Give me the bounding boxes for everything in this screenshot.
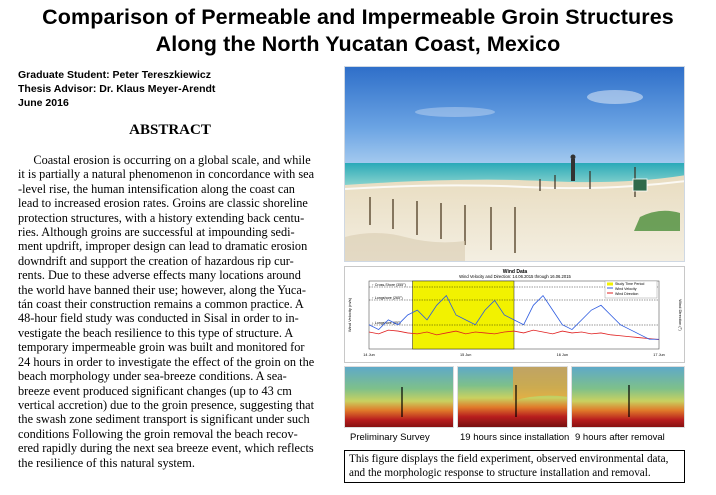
chart-legend xyxy=(605,281,657,298)
chart-title: Wind Data xyxy=(502,269,528,275)
chart-subtitle: Wind Velocity and Direction: 14.06.2015 through 16.06.2015 xyxy=(459,274,571,279)
title-line-1: Comparison of Permeable and Impermeable Groin Structures xyxy=(42,5,674,29)
profile-label-removal: 9 hours after removal xyxy=(575,432,665,443)
profile-heatmap-2 xyxy=(458,367,568,428)
profile-heatmap-1 xyxy=(345,367,454,428)
publication-date: June 2016 xyxy=(18,97,69,109)
reference-line-label: ↑ Cross-Shore (355°) xyxy=(372,283,406,287)
y-axis-label-left: Wind Velocity (m/s) xyxy=(347,297,352,333)
legend-label: Study Time Period xyxy=(615,282,645,286)
legend-swatch xyxy=(607,288,613,289)
abstract-line: downdrift and support the creation of hazardous rip cur- xyxy=(18,253,294,268)
abstract-line: rents. Due to these adverse effects many locations around xyxy=(18,268,301,283)
abstract-line: conditions Following the groin removal the beach recov- xyxy=(18,426,298,441)
x-axis-ticks xyxy=(363,353,664,357)
graduate-student: Graduate Student: Peter Tereszkiewicz xyxy=(18,69,211,81)
legend-label: Wind Direction xyxy=(615,292,639,296)
abstract-line: 24 hours in order to investigate the effect of the groin on the xyxy=(18,354,315,369)
abstract-line: the swash zone sediment transport is significant under such xyxy=(18,412,310,427)
profile-label-preliminary: Preliminary Survey xyxy=(350,432,430,443)
beach-photo xyxy=(344,66,685,262)
beach-photo-drawing xyxy=(345,67,685,262)
abstract-line: Coastal erosion is occurring on a global scale, and while xyxy=(18,153,311,167)
study-time-period-band xyxy=(413,281,515,349)
reference-line-label: ↓ Longshore (85°) xyxy=(372,321,401,325)
abstract-line: vertical accretion) due to the groin presence, suggesting that xyxy=(18,397,315,412)
abstract-line: temporary impermeable groin was built and monitored for xyxy=(18,340,305,355)
x-tick-label: 17 Jun xyxy=(653,353,665,357)
abstract-line: tán coast their construction remains a common practice. A xyxy=(18,297,304,312)
reference-line-label: ↑ Longshore (265°) xyxy=(372,296,403,300)
abstract-line: protection structures, with a history extending back centu- xyxy=(18,210,305,225)
profile-9-hours-removal xyxy=(571,366,685,428)
abstract-line: it is partially a natural phenomenon in concordance with sea xyxy=(18,167,315,182)
title-line-2: Along the North Yucatan Coast, Mexico xyxy=(155,32,561,56)
x-tick-label: 15 Jun xyxy=(459,353,472,357)
profile-label-installation: 19 hours since installation xyxy=(460,432,570,443)
profile-heatmap-3 xyxy=(572,367,685,428)
poster-title xyxy=(0,4,716,58)
abstract-line: ment updrift, improper design can lead to dramatic erosion xyxy=(18,239,308,254)
abstract-line: beach morphology under sea-breeze conditions. A sea- xyxy=(18,369,287,384)
abstract-line: breeze event produced significant changes (up to 43 cm xyxy=(18,383,292,398)
thesis-advisor: Thesis Advisor: Dr. Klaus Meyer-Arendt xyxy=(18,83,216,95)
x-tick-label: 14 Jun xyxy=(363,353,375,357)
y-axis-label-right: Wind Direction (°) xyxy=(678,299,683,331)
profile-preliminary-survey xyxy=(344,366,454,428)
figure-caption: This figure displays the field experiment, observed environmental data, and the morphologic response to structure installation and removal. xyxy=(344,450,685,483)
author-info xyxy=(18,68,338,110)
abstract-line: ries. Although groins are successful at impounding sedi- xyxy=(18,225,295,240)
abstract-line: ered rapidly during the next sea breeze event, which reflects xyxy=(18,441,314,456)
legend-swatch xyxy=(607,283,613,286)
legend-swatch xyxy=(607,293,613,294)
profile-19-hours-installation xyxy=(457,366,568,428)
legend-label: Wind Velocity xyxy=(615,287,637,291)
wind-chart xyxy=(344,266,685,363)
abstract-line: the resilience of this natural system. xyxy=(18,455,195,470)
x-tick-label: 16 Jun xyxy=(556,353,569,357)
abstract-body xyxy=(18,153,340,470)
wind-chart-svg xyxy=(345,267,684,362)
abstract-line: 48-hour field study was conducted in Sisal in order to in- xyxy=(18,311,299,326)
abstract-line: vestigate the beach resilience to this type of structure. A xyxy=(18,325,294,340)
abstract-line: lead to increased erosion rates. Groins are classic shoreline xyxy=(18,196,308,211)
abstract-line: -level rise, the human intensification along the coast can xyxy=(18,181,295,196)
abstract-line: the world have banned their use; however, along the Yuca- xyxy=(18,282,306,297)
abstract-heading: ABSTRACT xyxy=(129,122,211,138)
